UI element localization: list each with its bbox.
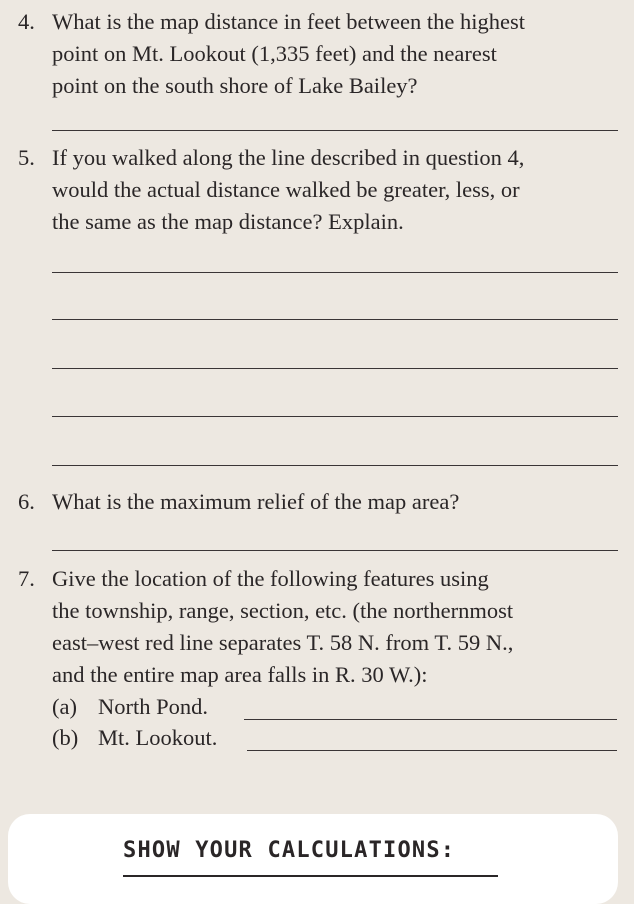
question-text: [52, 142, 618, 238]
question-text-line: If you walked along the line described in question 4,: [52, 145, 525, 170]
sub-item-label: (b): [52, 725, 79, 750]
question-text-line: and the entire map area falls in R. 30 W.):: [52, 662, 428, 687]
question-7: [18, 563, 618, 691]
sub-item-text: North Pond.: [98, 694, 209, 719]
question-text-line: What is the map distance in feet between the highest: [52, 9, 525, 34]
question-number: 6.: [18, 489, 35, 514]
answer-line-q5-3[interactable]: [52, 368, 618, 369]
answer-line-north-pond[interactable]: [244, 719, 617, 720]
question-4: [18, 6, 618, 102]
question-text: [52, 563, 618, 691]
question-text-line: point on the south shore of Lake Bailey?: [52, 73, 418, 98]
answer-line-q5-5[interactable]: [52, 465, 618, 466]
answer-line-q6[interactable]: [52, 550, 618, 551]
sub-item-north-pond: [52, 692, 208, 722]
calculations-title-underline: [123, 875, 498, 877]
sub-item-text: Mt. Lookout.: [98, 725, 218, 750]
question-text-line: What is the maximum relief of the map area?: [52, 489, 460, 514]
question-6: [18, 486, 618, 518]
question-text-line: the same as the map distance? Explain.: [52, 209, 404, 234]
sub-item-label: (a): [52, 694, 77, 719]
answer-line-q4[interactable]: [52, 130, 618, 131]
answer-line-mt-lookout[interactable]: [247, 750, 617, 751]
question-text: [52, 486, 618, 518]
question-number: 5.: [18, 145, 35, 170]
sub-item-mt-lookout: [52, 723, 217, 753]
question-text-line: east–west red line separates T. 58 N. from T. 59 N.,: [52, 630, 514, 655]
question-number: 7.: [18, 566, 35, 591]
question-5: [18, 142, 618, 238]
question-number: 4.: [18, 9, 35, 34]
answer-line-q5-2[interactable]: [52, 319, 618, 320]
question-text-line: would the actual distance walked be greater, less, or: [52, 177, 520, 202]
question-text-line: the township, range, section, etc. (the northernmost: [52, 598, 514, 623]
question-text-line: Give the location of the following features using: [52, 566, 489, 591]
calculations-title: SHOW YOUR CALCULATIONS:: [123, 838, 456, 863]
answer-line-q5-1[interactable]: [52, 272, 618, 273]
answer-line-q5-4[interactable]: [52, 416, 618, 417]
question-text-line: point on Mt. Lookout (1,335 feet) and the nearest: [52, 41, 497, 66]
question-text: [52, 6, 618, 102]
